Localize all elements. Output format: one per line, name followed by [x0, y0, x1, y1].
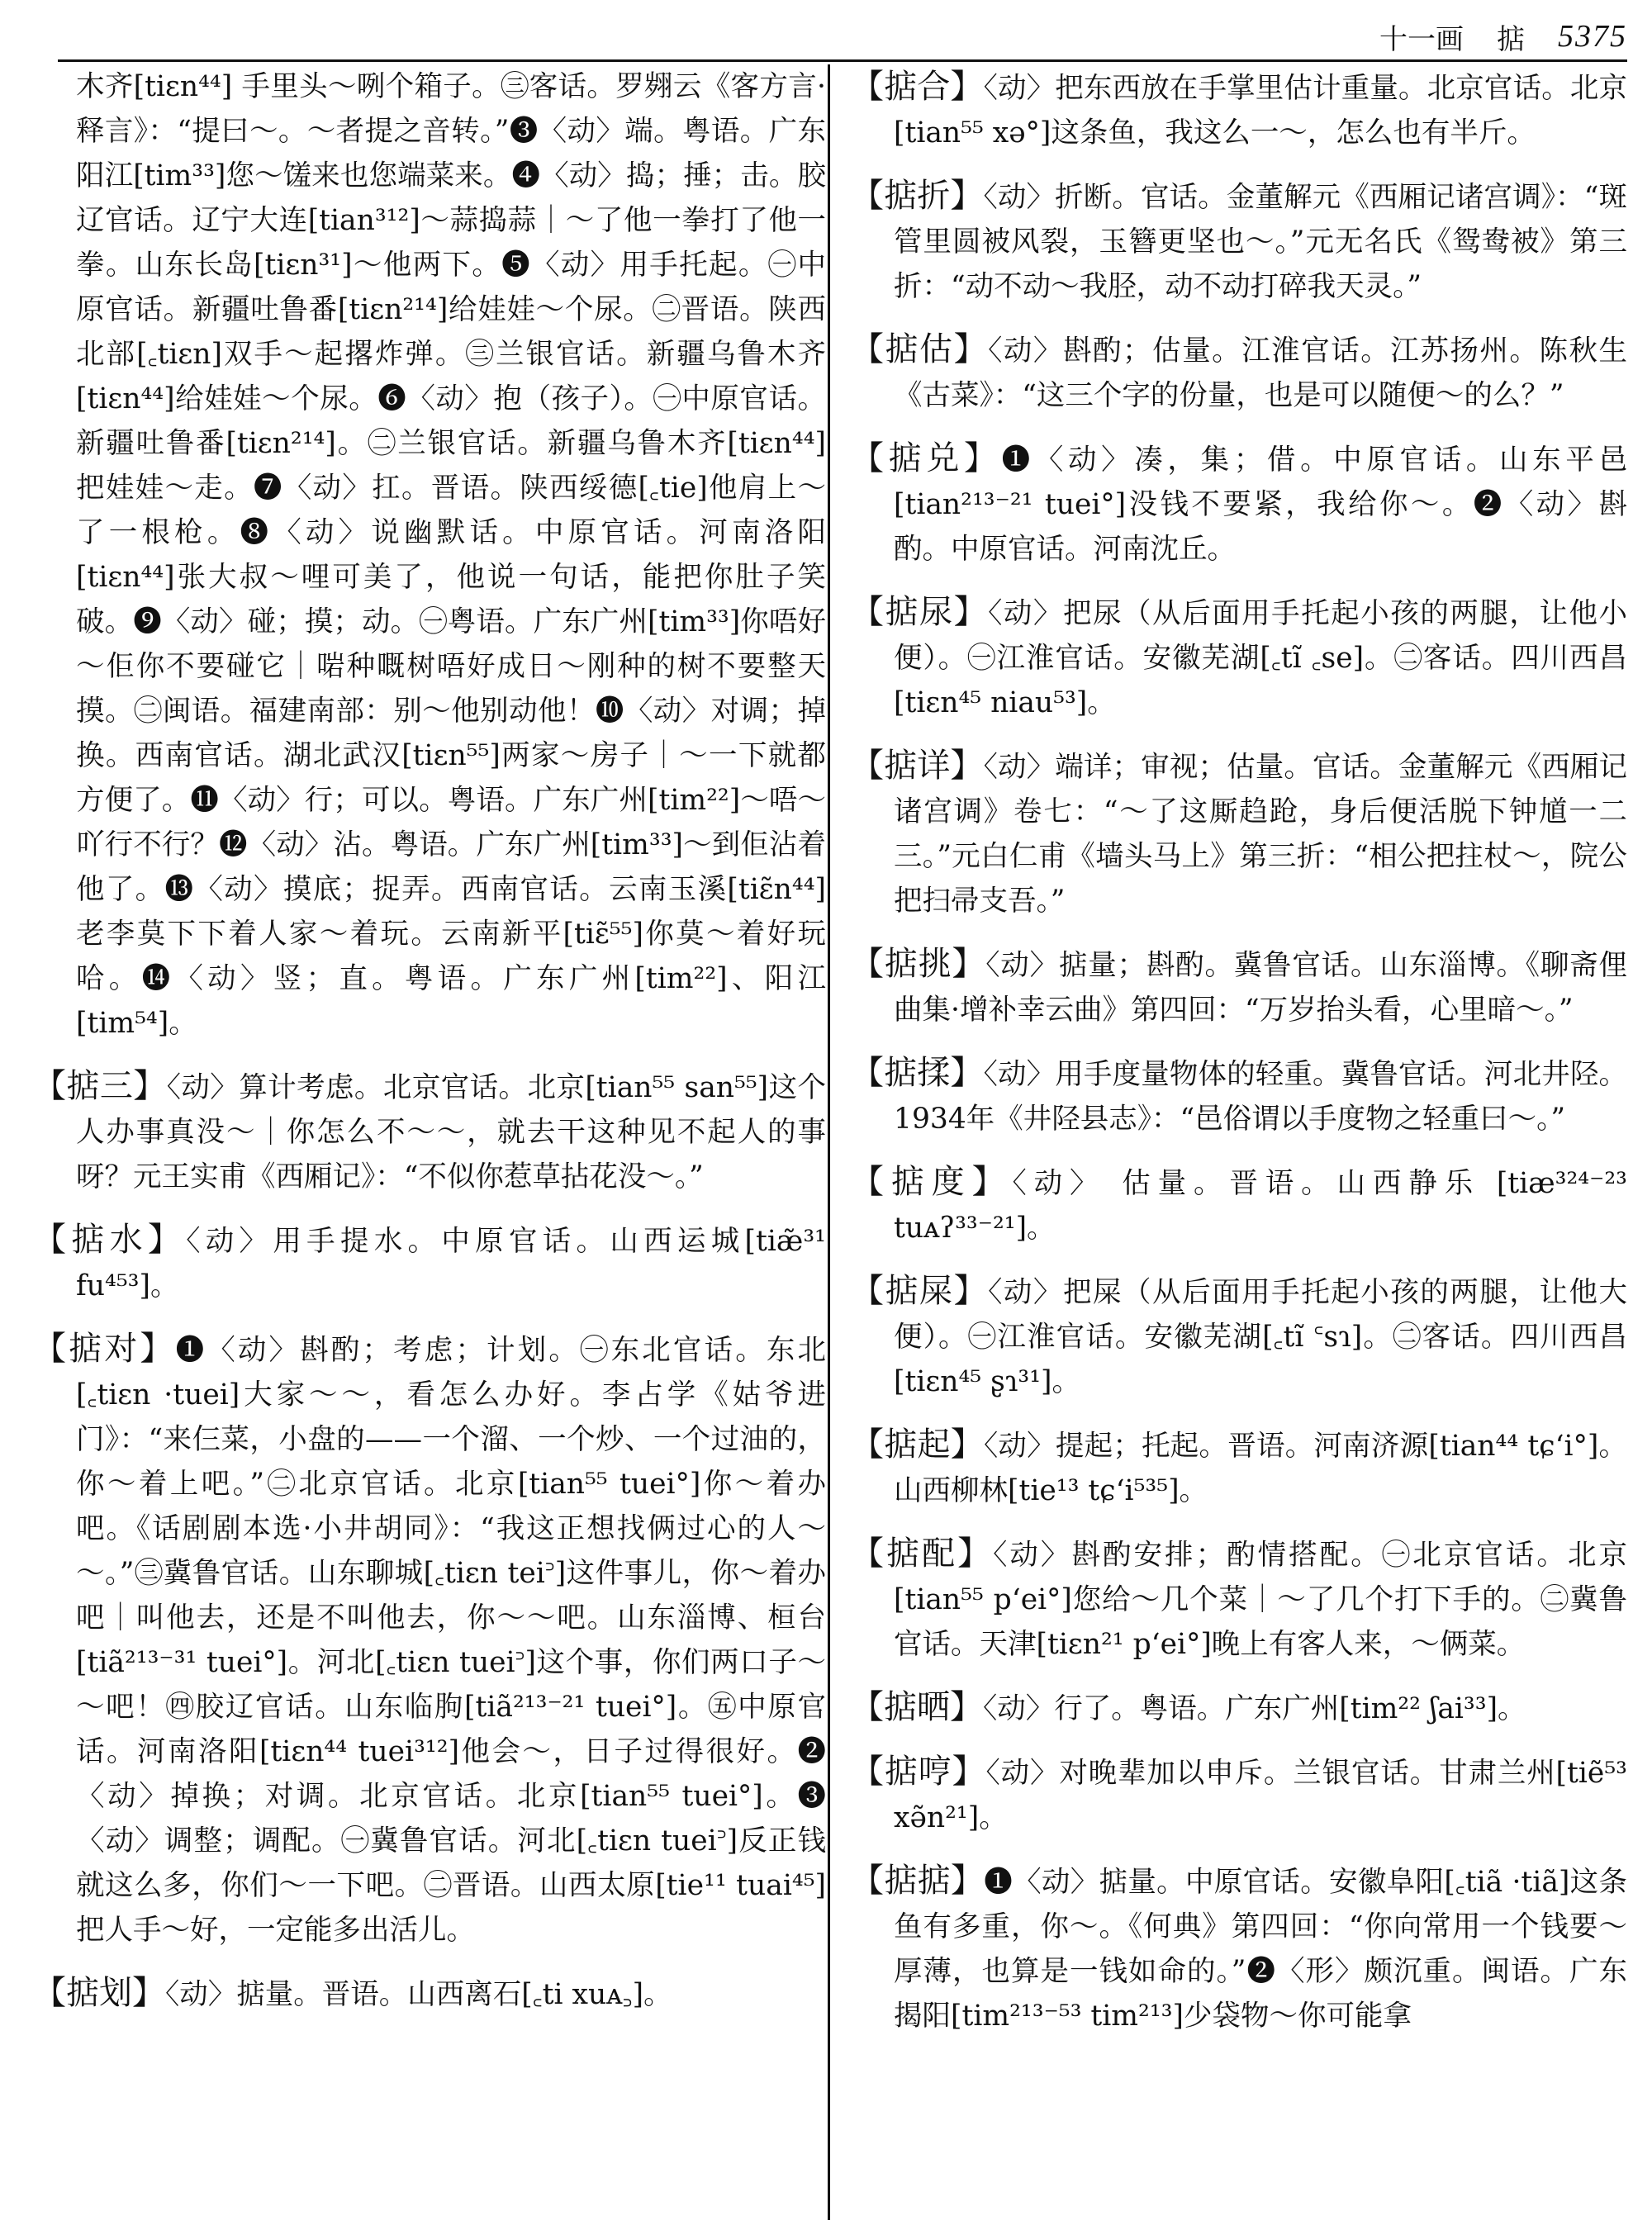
entry-text: 〈动〉斟酌安排；酌情搭配。㊀北京官话。北京[tian⁵⁵ pʻei°]您给～几个菜｜～了几个打下手的。㊁冀鲁官话。天津[tiɛn²¹ pʻei°]晚上有客人来，～俩菜。 [894, 1539, 1627, 1661]
dictionary-entry [33, 1217, 826, 1308]
entry-text: 木齐[tiɛn⁴⁴] 手里头～咧个箱子。㊂客话。罗翙云《客方言·释言》：“提曰～。～者提之音转。”❸〈动〉端。粤语。广东阳江[tim³³]您～馐来也您端菜来。❹〈动〉捣；捶；击。胶辽官话。辽宁大连[tian³¹²]～蒜捣蒜｜～了他一拳打了他一拳。山东长岛[tiɛn³¹]～他两下。❺〈动〉用手托起。㊀中原官话。新疆吐鲁番[tiɛn²¹⁴]给娃娃～个尿。㊁晋语。陕西北部[꜀tiɛn]双手～起撂炸弹。㊂兰银官话。新疆乌鲁木齐[tiɛn⁴⁴]给娃娃～个尿。❻〈动〉抱（孩子）。㊀中原官话。新疆吐鲁番[tiɛn²¹⁴]。㊁兰银官话。新疆乌鲁木齐[tiɛn⁴⁴]把娃娃～走。❼〈动〉扛。晋语。陕西绥德[꜀tie]他肩上～了一根枪。❽〈动〉说幽默话。中原官话。河南洛阳[tiɛn⁴⁴]张大叔～哩可美了，他说一句话，能把你肚子笑破。❾〈动〉碰；摸；动。㊀粤语。广东广州[tim³³]你唔好～佢你不要碰它｜啱种嘅树唔好成日～刚种的树不要整天摸。㊁闽语。福建南部：别～他别动他！❿〈动〉对调；掉换。西南官话。湖北武汉[tiɛn⁵⁵]两家～房子｜～一下就都方便了。⓫〈动〉行；可以。粤语。广东广州[tim²²]～唔～吖行不行？⓬〈动〉沾。粤语。广东广州[tim³³]～到佢沾着他了。⓭〈动〉摸底；捉弄。西南官话。云南玉溪[tiɛ̃n⁴⁴]老李莫下下着人家～着玩。云南新平[tiɛ̃⁵⁵]你莫～着好玩哈。⓮〈动〉竖；直。粤语。广东广州[tim²²]、阳江[tim⁵⁴]。 [76, 70, 826, 1040]
dictionary-entry [851, 173, 1627, 309]
entry-text: 〈动〉用手提水。中原官话。山西运城[tiæ̃³¹ fu⁴⁵³]。 [76, 1225, 826, 1302]
dictionary-entry [851, 590, 1627, 725]
entry-headword: 【掂挑】 [851, 945, 986, 983]
entry-text: 〈动〉把屎（从后面用手托起小孩的两腿，让他大便）。㊀江淮官话。安徽芜湖[꜀tĩ ꜂sɿ]。㊁客话。四川西昌[tiɛn⁴⁵ ʂɿ³¹]。 [894, 1276, 1628, 1398]
entry-headword: 【掂尿】 [851, 593, 989, 631]
dictionary-entry [33, 1064, 826, 1199]
entry-headword: 【掂水】 [33, 1221, 187, 1259]
entry-headword: 【掂哼】 [851, 1753, 986, 1791]
page-number: 5375 [1558, 19, 1627, 54]
entry-headword: 【掂度】 [851, 1163, 1013, 1201]
entry-text: 〈动〉提起；托起。晋语。河南济源[tian⁴⁴ tɕʻi°]。山西柳林[tie¹³ tɕʻi⁵³⁵]。 [894, 1430, 1628, 1507]
entry-text: 〈动〉行了。粤语。广东广州[tim²² ʃai³³]。 [983, 1692, 1526, 1725]
dictionary-entry [851, 1269, 1627, 1404]
entry-headword: 【掂屎】 [851, 1272, 989, 1310]
entry-text: 〈动〉端详；审视；估量。官话。金董解元《西厢记诸宫调》卷七：“～了这厮趋跄，身后便活脱下钟馗一二三。”元白仁甫《墙头马上》第三折：“相公把拄杖～，院公把扫帚支吾。” [894, 751, 1627, 918]
header-character: 掂 [1497, 22, 1525, 56]
entry-headword: 【掂三】 [33, 1067, 167, 1105]
dictionary-entry [851, 1749, 1627, 1840]
entry-text: 〈动〉用手度量物体的轻重。冀鲁官话。河北井陉。1934年《井陉县志》：“邑俗谓以手度物之轻重曰～。” [894, 1058, 1627, 1136]
entry-headword: 【掂详】 [851, 747, 984, 785]
entry-text: 〈动〉斟酌；估量。江淮官话。江苏扬州。陈秋生《古菜》：“这三个字的份量，也是可以随便～的么？” [894, 334, 1628, 412]
entry-headword: 【掂估】 [851, 330, 989, 368]
entry-headword: 【掂晒】 [851, 1688, 983, 1726]
entry-headword: 【掂划】 [33, 1974, 165, 2012]
left-column [33, 64, 826, 2035]
header-section: 十一画 [1379, 22, 1464, 56]
dictionary-entry [851, 1051, 1627, 1141]
dictionary-entry [851, 1685, 1627, 1731]
dictionary-entry [851, 1160, 1627, 1250]
entry-headword: 【掂折】 [851, 177, 984, 215]
entry-headword: 【掂配】 [851, 1535, 994, 1573]
entry-headword: 【掂合】 [851, 68, 984, 106]
entry-text: 〈动〉折断。官话。金董解元《西厢记诸宫调》：“斑管里圆被风裂，玉簪更坚也～。”元无名氏《鸳鸯被》第三折：“动不动～我胫，动不动打碎我天灵。” [894, 181, 1627, 303]
entry-text: ❶〈动〉掂量。中原官话。安徽阜阳[꜀tiã ·tiã]这条鱼有多重，你～。《何典》第四回：“你向常用一个钱要～厚薄，也算是一钱如命的。”❷〈形〉颇沉重。闽语。广东揭阳[tim²¹³⁻⁵³ tim²¹³]少袋物～你可能拿 [894, 1866, 1627, 2033]
dictionary-entry [851, 942, 1627, 1032]
dictionary-entry [851, 1531, 1627, 1667]
entry-text: 〈动〉对晚辈加以申斥。兰银官话。甘肃兰州[tiẽ⁵³ xə̃n²¹]。 [894, 1757, 1627, 1834]
entry-text: 〈动〉算计考虑。北京官话。北京[tian⁵⁵ san⁵⁵]这个人办事真没～｜你怎么不～～，就去干这种见不起人的事呀？元王实甫《西厢记》：“不似你惹草拈花没～。” [76, 1071, 826, 1193]
dictionary-entry [851, 436, 1627, 572]
entry-text: ❶〈动〉斟酌；考虑；计划。㊀东北官话。东北[꜀tiɛn ·tuei]大家～～，看怎么办好。李占学《姑爷进门》：“来仨菜，小盘的——一个溜、一个炒、一个过油的，你～着上吧。”㊁北京官话。北京[tian⁵⁵ tuei°]你～着办吧。《话剧剧本选·小井胡同》：“我这正想找俩过心的人～～。”㊂冀鲁官话。山东聊城[꜀tiɛn tei꜄]这件事儿，你～着办吧｜叫他去，还是不叫他去，你～～吧。山东淄博、桓台[tiã²¹³⁻³¹ tuei°]。河北[꜀tiɛn tuei꜄]这个事，你们两口子～～吧！㊃胶辽官话。山东临朐[tiã²¹³⁻²¹ tuei°]。㊄中原官话。河南洛阳[tiɛn⁴⁴ tuei³¹²]他会～，日子过得很好。❷〈动〉掉换；对调。北京官话。北京[tian⁵⁵ tuei°]。❸〈动〉调整；调配。㊀冀鲁官话。河北[꜀tiɛn tuei꜄]反正钱就这么多，你们～一下吧。㊁晋语。山西太原[tie¹¹ tuai⁴⁵]把人手～好，一定能多出活儿。 [76, 1334, 827, 1947]
dictionary-entry [851, 1422, 1627, 1513]
entry-headword: 【掂起】 [851, 1426, 984, 1464]
running-header [1239, 15, 1627, 58]
dictionary-entry [851, 743, 1627, 923]
right-column [851, 64, 1627, 2057]
dictionary-entry [851, 327, 1627, 418]
dictionary-entry [851, 64, 1627, 155]
entry-headword: 【掂对】 [33, 1330, 176, 1368]
entry-headword: 【掂揉】 [851, 1054, 984, 1092]
entry-text: 〈动〉把东西放在手掌里估计重量。北京官话。北京[tian⁵⁵ xə°]这条鱼，我这么一～，怎么也有半斤。 [894, 72, 1627, 149]
entry-text: 〈动〉掂量；斟酌。冀鲁官话。山东淄博。《聊斋俚曲集·增补幸云曲》第四回：“万岁抬头看，心里暗～。” [894, 949, 1628, 1027]
dictionary-entry [33, 1326, 826, 1952]
dictionary-entry [851, 1858, 1627, 2038]
entry-text: 〈动〉掂量。晋语。山西离石[꜀ti xuᴀ꜆]。 [165, 1978, 672, 2011]
dictionary-entry [33, 1971, 826, 2017]
column-divider [828, 64, 830, 2220]
entry-text: 〈动〉 估量。晋语。山西静乐 [tiæ³²⁴⁻²³ tuᴀʔ³³⁻²¹]。 [894, 1167, 1627, 1245]
header-rule [58, 59, 1627, 62]
entry-text: ❶〈动〉凑，集；借。中原官话。山东平邑[tian²¹³⁻²¹ tuei°]没钱不要紧，我给你～。❷〈动〉斟酌。中原官话。河南沈丘。 [894, 444, 1628, 566]
entry-headword: 【掂掂】 [851, 1862, 985, 1900]
entry-continuation [33, 64, 826, 1046]
entry-headword: 【掂兑】 [851, 439, 1002, 477]
entry-text: 〈动〉把尿（从后面用手托起小孩的两腿，让他小便）。㊀江淮官话。安徽芜湖[꜀tĩ ꜀se]。㊁客话。四川西昌[tiɛn⁴⁵ niau⁵³]。 [894, 597, 1628, 719]
